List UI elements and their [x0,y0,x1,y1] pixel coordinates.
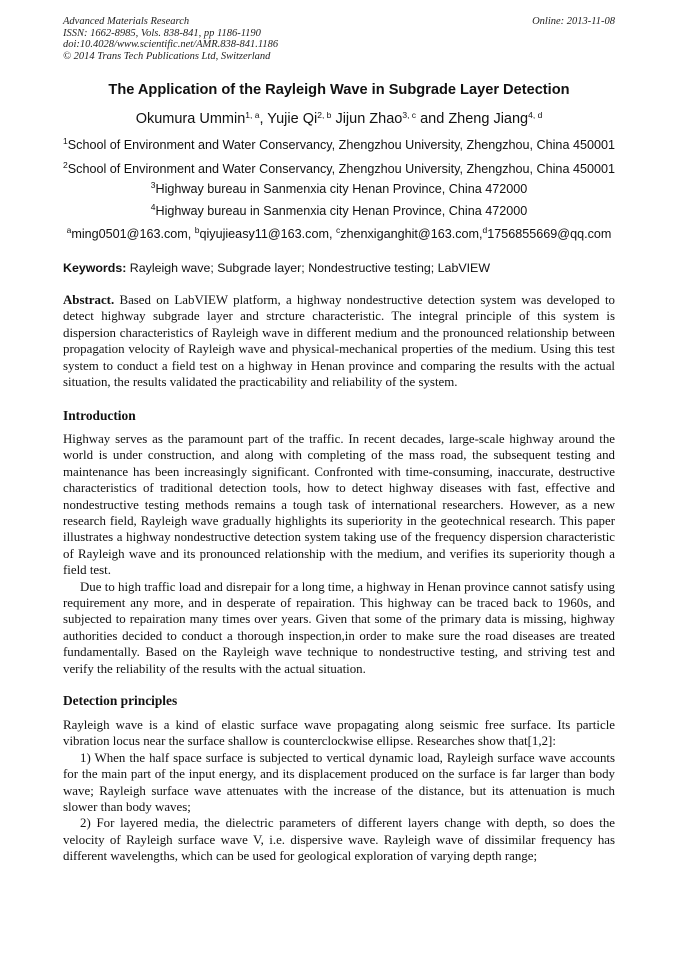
author-sup: 4, d [528,110,543,120]
abstract-text: Based on LabVIEW platform, a highway nondestructive detection system was developed to detect highway subgrade layer and strcture characteristic. The integral principle of this system is dispersion characteristics of Rayleigh wave in different medium and the pronounced relationship between propagation velocity of Rayleigh wave and physical-mechanical properties of the medium. Using this test system to conduct a field test on a highway in Henan province and comparing the results with the actual situation, the results validated the practicability and reliability of the system. [63,293,615,390]
affiliation-2: $^2$School of Environment and Water Conservancy, Zhengzhou University, Zhengzhou, China 450001 [63,160,615,176]
email-d: 1756855669@qq.com [487,227,612,241]
copyright-line: © 2014 Trans Tech Publications Ltd, Switzerland [63,50,271,62]
keywords-label: Keywords: [63,261,127,275]
doi-line: doi:10.4028/www.scientific.net/AMR.838-841.1186 [63,39,279,50]
introduction-body [63,431,615,677]
abstract-label: Abstract. [63,293,115,307]
author-sup: 1, a [245,110,260,120]
keywords [63,261,490,275]
introduction-paragraph-2: Due to high traffic load and disrepair for a long time, a highway in Henan province cannot satisfy using requirement any more, and in desperate of repairation. This highway can be traced back to 1960s, and subjected to repairation many times over years. Given that some of the primary data is missing, highway authorities decided to conduct a thorough inspection,in order to make sure the road diseases are treated fundamentally. Based on the Rayleigh wave technique to nondestructive testing, and striving test and verify the reliability of the results with the actual situation. [63,579,615,676]
abstract [63,292,615,390]
introduction-heading: Introduction [63,408,136,423]
detection-heading: Detection principles [63,693,178,708]
affiliation-4: $^4$Highway bureau in Sanmenxia city Henan Province, China 472000 [150,202,528,218]
author-name: Okumura Ummin [135,111,246,127]
author-name: Zheng Jiang [448,111,529,127]
online-date: Online: 2013-11-08 [532,16,615,27]
detection-paragraph-1: Rayleigh wave is a kind of elastic surface wave propagating along seismic free surface. Its particle vibration locus near the surface shallow is counterclockwise ellipse. Researches show that[1,2]: [63,718,615,749]
detection-paragraph-2: 1) When the half space surface is subjected to vertical dynamic load, Rayleigh surface wave accounts for the main part of the input energy, and its displacement produced on the surface is far larger than body wave; Rayleigh surface wave attenuates with the increase of the distance, but its attenuation is much slower than body waves; [63,750,615,815]
issn-line: ISSN: 1662-8985, Vols. 838-841, pp 1186-1190 [63,27,261,39]
paper-title: The Application of the Rayleigh Wave in Subgrade Layer Detection [108,82,570,98]
affiliation-1: $^1$School of Environment and Water Conservancy, Zhengzhou University, Zhengzhou, China 450001 [63,136,615,152]
affiliation-3: $^3$Highway bureau in Sanmenxia city Henan Province, China 472000 [150,180,528,196]
introduction-paragraph-1: Highway serves as the paramount part of the traffic. In recent decades, large-scale highway around the world is under construction, and along with completing of the mass road, the subsequent testing and maintenance has been increasingly significant. Confronted with time-consuming, inaccurate, destructive characteristics of traditional detection tools, how to detect highway diseases with fast, effective and nondestructive testing methods remains a tough task of international researchers. However, as a new research field, Rayleigh wave gradually highlights its superiority in the geotechnical research. This paper illustrates a highway nondestructive detection system taking use of the frequency dispersion characteristic of Rayleigh wave and its pronounced relationship with the medium, and verifies its superiority though a field test. [63,432,615,578]
email-line: $^a$ming0501@163.com, $^b$qiyujieasy11@163.com, $^c$zhenxiganghit@163.com,$^d$1756855669@qq.com [66,225,612,241]
author-list: Okumura Ummin$^{1, a}$, Yujie Qi$^{2, b}$ Jijun Zhao$^{3, c}$ and Zheng Jiang$^{4, d}$ [135,110,543,127]
author-name: Jijun Zhao [335,111,403,127]
email-c: zhenxiganghit@163.com, [340,227,483,241]
email-b: qiyujieasy11@163.com, [199,227,336,241]
keywords-text: Rayleigh wave; Subgrade layer; Nondestructive testing; LabVIEW [126,261,491,275]
journal-header [63,16,278,62]
detection-paragraph-3: 2) For layered media, the dielectric parameters of different layers change with depth, so does the velocity of Rayleigh surface wave V, i.e. dispersive wave. Rayleigh wave of dissimilar frequency has different wavelengths, which can be used for geological exploration of varying depth range; [63,816,615,864]
author-sup: 3, c [402,110,417,120]
journal-name: Advanced Materials Research [63,16,190,27]
detection-body [63,717,615,865]
email-a: ming0501@163.com, [71,227,195,241]
author-sup: 2, b [317,110,332,120]
author-name: Yujie Qi [267,111,318,127]
